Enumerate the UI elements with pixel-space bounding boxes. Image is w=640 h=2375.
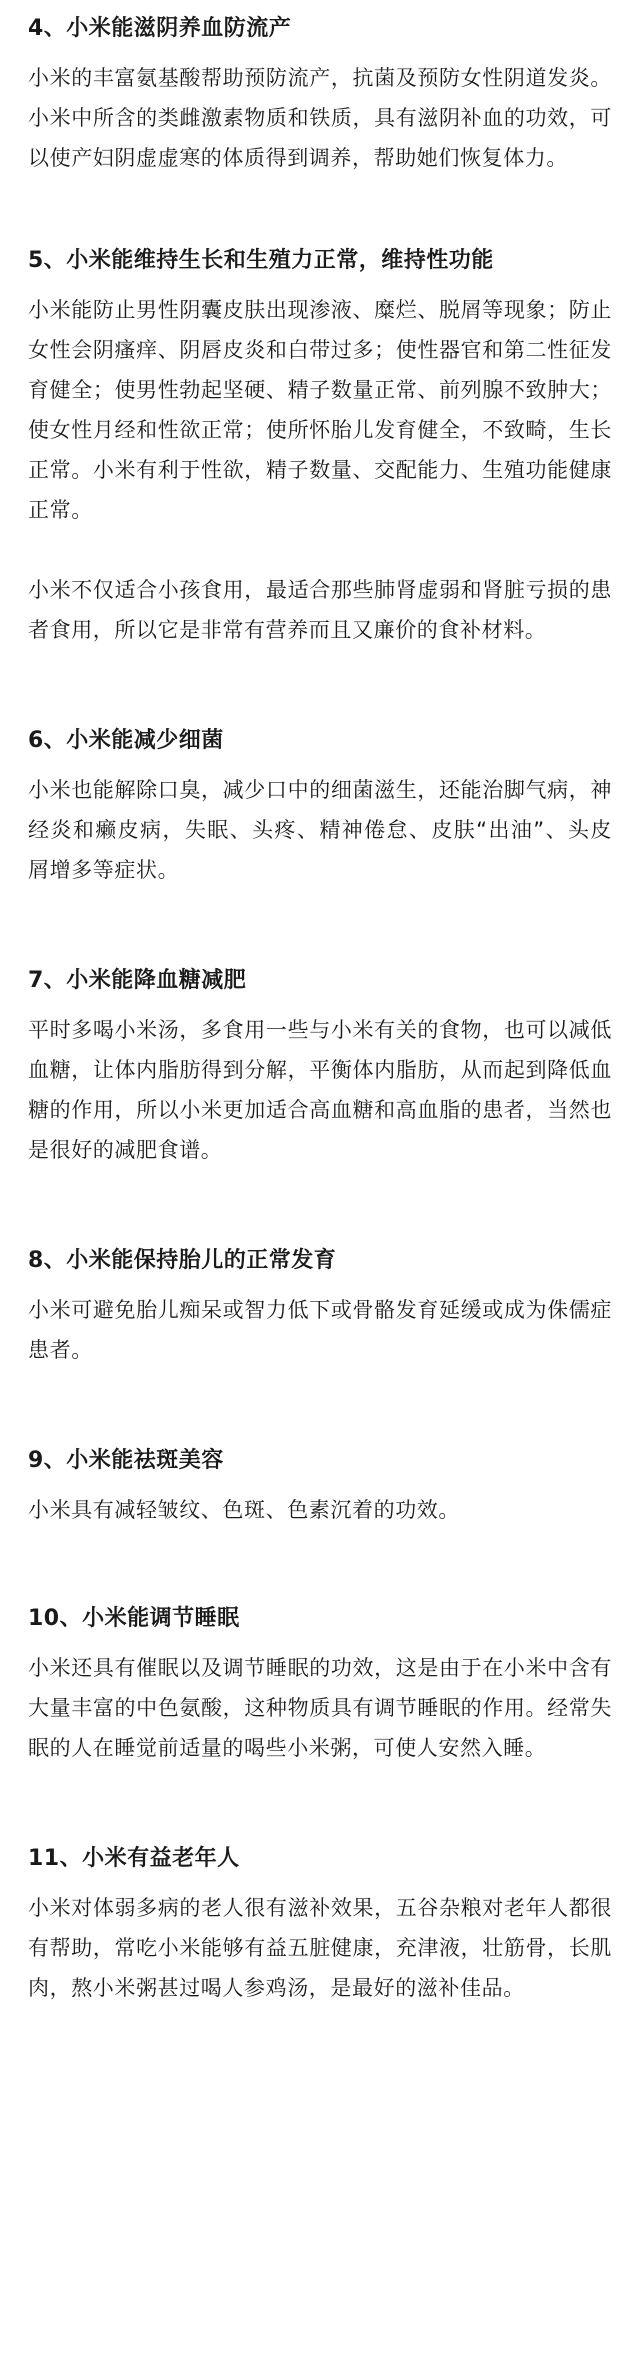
section-8: [28, 1246, 612, 1370]
section-10: [28, 1604, 612, 1768]
section-heading: 4、小米能滋阴养血防流产: [28, 16, 292, 41]
section-paragraph: 小米对体弱多病的老人很有滋补效果，五谷杂粮对老年人都很有帮助，常吃小米能够有益五脏健康，充津液，壮筋骨，长肌肉，熬小米粥甚过喝人参鸡汤，是最好的滋补佳品。: [28, 1896, 612, 2000]
section-7: [28, 966, 612, 1170]
section-heading: 10、小米能调节睡眠: [28, 1606, 240, 1631]
section-heading: 5、小米能维持生长和生殖力正常，维持性功能: [28, 248, 494, 273]
section-9: [28, 1446, 612, 1530]
section-heading: 11、小米有益老年人: [28, 1846, 240, 1871]
section-paragraph: 小米可避免胎儿痴呆或智力低下或骨骼发育延缓或成为侏儒症患者。: [28, 1298, 612, 1362]
section-paragraph: 平时多喝小米汤，多食用一些与小米有关的食物，也可以减低血糖，让体内脂肪得到分解，平衡体内脂肪，从而起到降低血糖的作用，所以小米更加适合高血糖和高血脂的患者，当然也是很好的减肥食谱。: [28, 1018, 612, 1162]
section-heading: 9、小米能祛斑美容: [28, 1448, 224, 1473]
section-heading: 6、小米能减少细菌: [28, 728, 224, 753]
section-6: [28, 726, 612, 890]
section-11: [28, 1844, 612, 2008]
section-paragraph: 小米能防止男性阴囊皮肤出现渗液、糜烂、脱屑等现象；防止女性会阴瘙痒、阴唇皮炎和白带过多；使性器官和第二性征发育健全；使男性勃起坚硬、精子数量正常、前列腺不致肿大；使女性月经和性欲正常；使所怀胎儿发育健全，不致畸，生长正常。小米有利于性欲，精子数量、交配能力、生殖功能健康正常。: [28, 298, 612, 522]
section-paragraph: 小米不仅适合小孩食用，最适合那些肺肾虚弱和肾脏亏损的患者食用，所以它是非常有营养而且又廉价的食补材料。: [28, 578, 612, 642]
section-paragraph: 小米也能解除口臭，减少口中的细菌滋生，还能治脚气病，神经炎和癞皮病，失眠、头疼、精神倦怠、皮肤“出油”、头皮屑增多等症状。: [28, 778, 612, 882]
section-5: [28, 246, 612, 650]
section-paragraph: 小米具有减轻皱纹、色斑、色素沉着的功效。: [28, 1498, 460, 1522]
section-heading: 8、小米能保持胎儿的正常发育: [28, 1248, 337, 1273]
section-paragraph: 小米的丰富氨基酸帮助预防流产，抗菌及预防女性阴道发炎。小米中所含的类雌激素物质和铁质，具有滋阴补血的功效，可以使产妇阴虚虚寒的体质得到调养，帮助她们恢复体力。: [28, 66, 612, 170]
section-4: [28, 14, 612, 178]
section-paragraph: 小米还具有催眠以及调节睡眠的功效，这是由于在小米中含有大量丰富的中色氨酸，这种物质具有调节睡眠的作用。经常失眠的人在睡觉前适量的喝些小米粥，可使人安然入睡。: [28, 1656, 612, 1760]
section-heading: 7、小米能降血糖减肥: [28, 968, 247, 993]
